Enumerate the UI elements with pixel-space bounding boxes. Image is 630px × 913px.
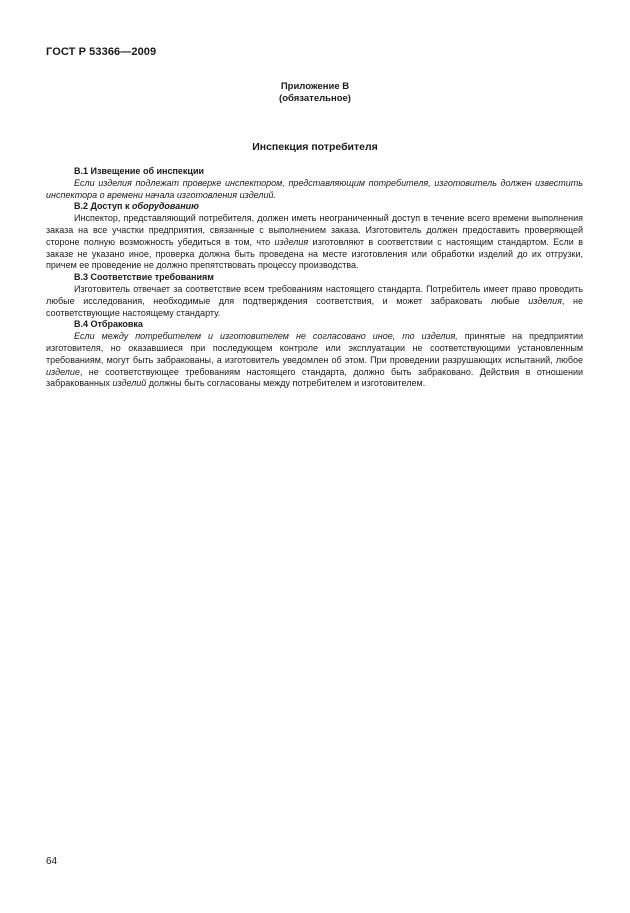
b3-text-before: Изготовитель отвечает за соответствие всем требованиям настоящего стандарта. Потребитель имеет право проводить любые исследования, необходимые для подтверждения соответствия, и может забраковать любые (46, 283, 583, 306)
b4-text-1: принятые на предприятии изготовителя, но оказавшиеся при последующем контроле или эксплуатации не соответствующими установленным требованиям, могут быть забракованы, а изготовитель уведомлен об этом. При проведении разрушающих испытаний, любое (46, 331, 584, 365)
section-title: Инспекция потребителя (252, 141, 378, 153)
b3-heading: В.3 Соответствие требованиям (74, 272, 214, 283)
appendix-body (46, 166, 583, 390)
appendix-title-block (0, 81, 630, 105)
b4-heading: В.4 Отбраковка (74, 319, 143, 330)
b4-text-italic-1: Если между потребителем и изготовителем не согласовано иное, то изделия, (74, 331, 458, 342)
b2-text-before: Инспектор, представляющий потребителя, должен иметь неограниченный доступ в течение всего времени выполнения заказа на все участки предприятия, связанные с выполнением заказа. Изготовитель должен предоставить проверяющей стороне полную возможность убедиться в том, что (46, 213, 583, 247)
b4-text (46, 331, 583, 390)
b2-text-italic: изделия (274, 236, 309, 247)
b3-text-italic: изделия (528, 295, 562, 306)
appendix-title: Приложение В (280, 81, 350, 92)
b4-text-3: должны быть согласованы между потребителем и изготовителем. (146, 378, 426, 389)
appendix-subtitle: (обязательное) (279, 93, 351, 104)
b2-heading (46, 201, 583, 213)
b1-text: Если изделия подлежат проверке инспектором, представляющим потребителя, изготовитель должен известить инспектора о времени начала изготовления изделий. (46, 177, 583, 200)
b3-text (46, 284, 583, 319)
b4-text-italic-3: изделий (112, 378, 147, 389)
b2-heading-italic: оборудованию (132, 201, 199, 212)
b4-text-italic-2: изделие (46, 366, 80, 377)
b3-text-after: , не соответствующие настоящему стандарту. (46, 295, 583, 318)
b2-heading-prefix: В.2 Доступ к (74, 201, 132, 212)
page-number: 64 (46, 856, 58, 867)
b1-heading: В.1 Извещение об инспекции (74, 166, 205, 176)
b4-text-2: , не соответствующее требованиям настоящего стандарта, должно быть забраковано. Действия в отношении забракованных (46, 366, 583, 389)
standard-code-header: ГОСТ Р 53366—2009 (46, 46, 157, 58)
b2-text (46, 213, 583, 272)
b2-text-after: изготовляют в соответствии с настоящим стандартом. Если в заказе не указано иное, проверка должна быть проведена на месте изготовления или обработки изделий до их отгрузки, причем ее проведение не должно препятствовать процессу производства. (46, 236, 583, 271)
